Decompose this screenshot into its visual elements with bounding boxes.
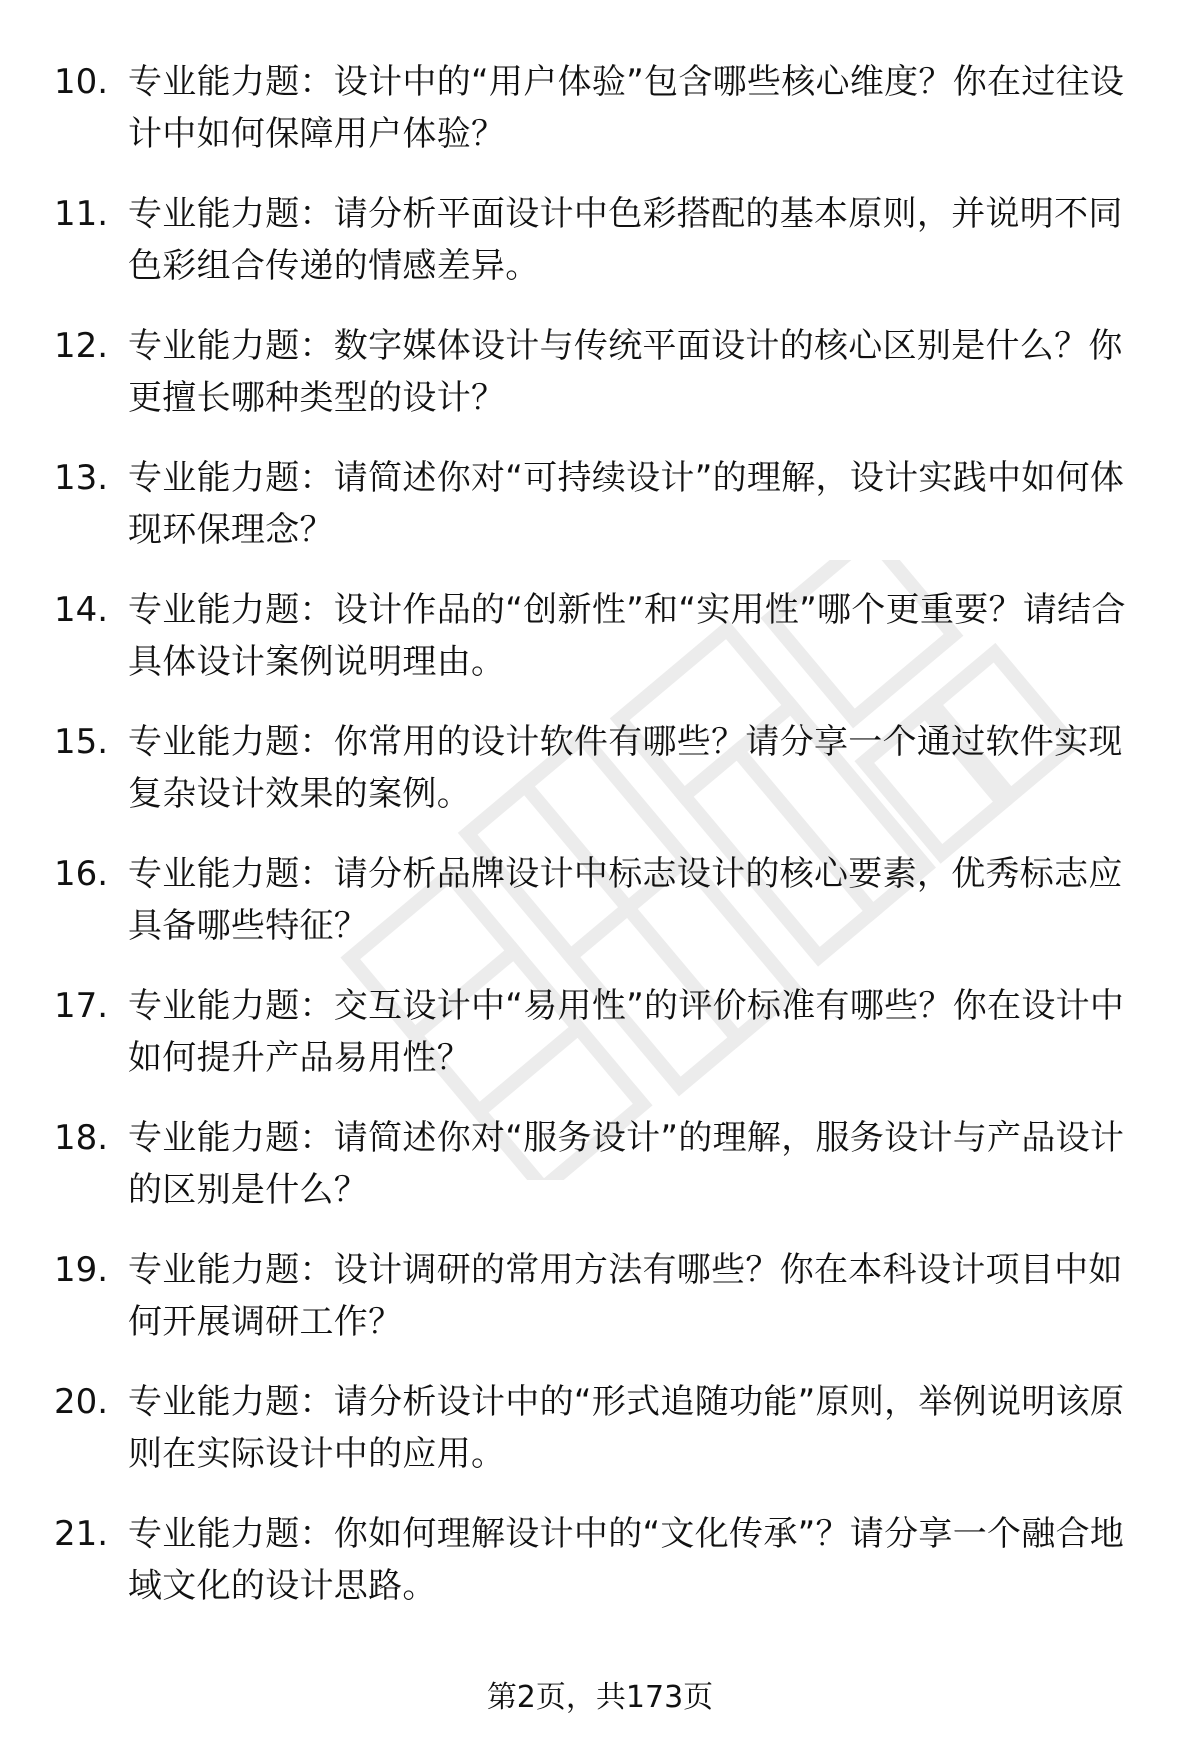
question-text: 专业能力题：数字媒体设计与传统平面设计的核心区别是什么？你更擅长哪种类型的设计？ bbox=[128, 326, 1123, 418]
list-item bbox=[0, 1112, 1200, 1244]
list-item bbox=[0, 584, 1200, 716]
question-text: 专业能力题：交互设计中“易用性”的评价标准有哪些？你在设计中如何提升产品易用性？ bbox=[128, 986, 1125, 1078]
list-item bbox=[0, 320, 1200, 452]
list-item bbox=[0, 716, 1200, 848]
question-number: 20. bbox=[54, 1382, 109, 1422]
question-number: 15. bbox=[54, 722, 109, 762]
list-item bbox=[0, 56, 1200, 188]
question-number: 17. bbox=[54, 986, 109, 1026]
question-list bbox=[0, 56, 1200, 1640]
question-text: 专业能力题：请简述你对“可持续设计”的理解，设计实践中如何体现环保理念？ bbox=[128, 458, 1125, 550]
question-text: 专业能力题：你如何理解设计中的“文化传承”？请分享一个融合地域文化的设计思路。 bbox=[128, 1514, 1125, 1606]
question-text: 专业能力题：设计调研的常用方法有哪些？你在本科设计项目中如何开展调研工作？ bbox=[128, 1250, 1123, 1342]
list-item bbox=[0, 980, 1200, 1112]
list-item bbox=[0, 1508, 1200, 1640]
question-number: 16. bbox=[54, 854, 109, 894]
question-number: 13. bbox=[54, 458, 109, 498]
question-text: 专业能力题：请简述你对“服务设计”的理解，服务设计与产品设计的区别是什么？ bbox=[128, 1118, 1125, 1210]
question-number: 10. bbox=[54, 62, 109, 102]
list-item bbox=[0, 1376, 1200, 1508]
question-text: 专业能力题：请分析设计中的“形式追随功能”原则，举例说明该原则在实际设计中的应用。 bbox=[128, 1382, 1125, 1474]
question-text: 专业能力题：你常用的设计软件有哪些？请分享一个通过软件实现复杂设计效果的案例。 bbox=[128, 722, 1123, 814]
list-item bbox=[0, 848, 1200, 980]
question-text: 专业能力题：设计中的“用户体验”包含哪些核心维度？你在过往设计中如何保障用户体验？ bbox=[128, 62, 1125, 154]
question-text: 专业能力题：请分析品牌设计中标志设计的核心要素，优秀标志应具备哪些特征？ bbox=[128, 854, 1123, 946]
question-number: 18. bbox=[54, 1118, 109, 1158]
list-item bbox=[0, 188, 1200, 320]
question-number: 19. bbox=[54, 1250, 109, 1290]
question-number: 11. bbox=[54, 194, 109, 234]
question-number: 12. bbox=[54, 326, 109, 366]
question-number: 14. bbox=[54, 590, 109, 630]
question-text: 专业能力题：设计作品的“创新性”和“实用性”哪个更重要？请结合具体设计案例说明理由。 bbox=[128, 590, 1126, 682]
question-number: 21. bbox=[54, 1514, 109, 1554]
question-text: 专业能力题：请分析平面设计中色彩搭配的基本原则，并说明不同色彩组合传递的情感差异。 bbox=[128, 194, 1123, 286]
list-item bbox=[0, 1244, 1200, 1376]
page-number-footer: 第2页，共173页 bbox=[486, 1680, 714, 1715]
list-item bbox=[0, 452, 1200, 584]
